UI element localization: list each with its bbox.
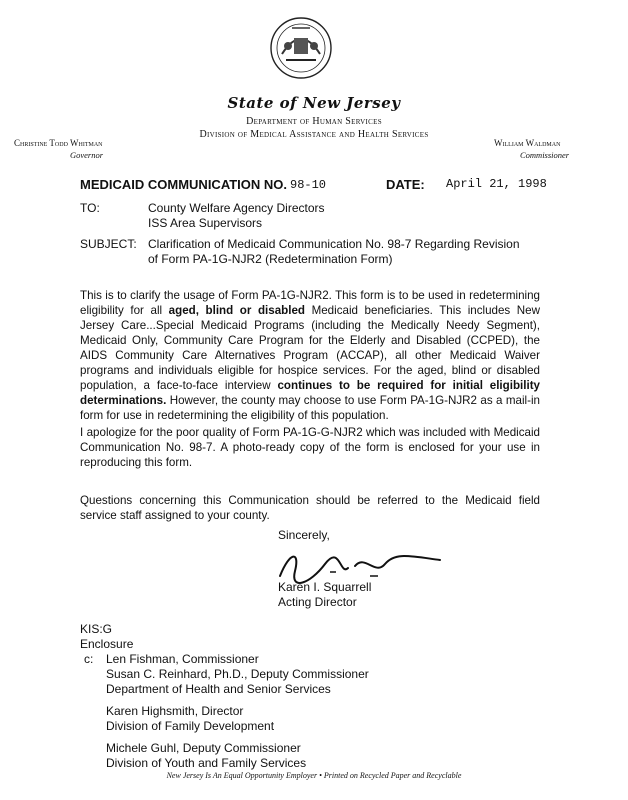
p1-text: However, the county may choose to use Form PA-1G-NJR2 as a mail-in form for use in redetermining the eligibility of this population. — [80, 394, 540, 422]
footer-note: New Jersey Is An Equal Opportunity Employer • Printed on Recycled Paper and Recyclable — [166, 771, 462, 780]
division-name: Division of Medical Assistance and Health Services — [199, 129, 429, 140]
reference-initials: KIS:G — [80, 622, 113, 636]
p1-bold: continues to be required for initial eligibility determinations. — [80, 379, 540, 407]
governor-title: Governor — [70, 150, 104, 160]
cc-line: Karen Highsmith, Director — [106, 704, 244, 718]
cc-line: Len Fishman, Commissioner — [106, 652, 259, 666]
body-paragraph-2: I apologize for the poor quality of Form PA-1G-G-NJR2 which was included with Medicaid Communication No. 98-7. A photo-ready copy of the form is enclosed for your use in reproducing this form. — [80, 426, 540, 469]
commissioner-name: William Waldman — [494, 138, 561, 148]
date-value: April 21, 1998 — [446, 177, 547, 191]
cc-line: Susan C. Reinhard, Ph.D., Deputy Commissioner — [106, 667, 369, 681]
communication-number: 98-10 — [290, 178, 327, 192]
communication-number-label: MEDICAID COMMUNICATION NO. — [80, 177, 288, 192]
department-name: Department of Human Services — [246, 116, 382, 127]
closing-salutation: Sincerely, — [278, 528, 330, 542]
cc-line: Department of Health and Senior Services — [106, 682, 331, 696]
cc-line: Division of Youth and Family Services — [106, 756, 307, 770]
body-paragraph-1 — [80, 288, 540, 423]
date-label: DATE: — [386, 177, 425, 192]
state-seal-logo — [268, 14, 334, 86]
p1-bold: aged, blind or disabled — [168, 304, 305, 317]
subject-text: Clarification of Medicaid Communication No. 98-7 Regarding Revision of Form PA-1G-NJR2 (Redetermination Form) — [148, 237, 520, 266]
to-label: TO: — [80, 201, 100, 215]
commissioner-title: Commissioner — [520, 150, 570, 160]
recipient: ISS Area Supervisors — [148, 216, 263, 230]
recipient-list — [148, 201, 325, 231]
signer-name: Karen I. Squarrell — [278, 580, 372, 594]
subject-label: SUBJECT: — [80, 237, 137, 251]
cc-line: Division of Family Development — [106, 719, 275, 733]
cc-label: c: — [84, 652, 94, 666]
p1-text: This is to clarify the usage of Form PA-1G-NJR2. This form is to be used in redetermining eligibility for all — [80, 289, 540, 317]
recipient: County Welfare Agency Directors — [148, 201, 325, 215]
body-paragraph-3: Questions concerning this Communication should be referred to the Medicaid field service staff assigned to your county. — [80, 494, 540, 522]
state-title: State of New Jersey — [227, 94, 401, 112]
governor-name: Christine Todd Whitman — [14, 138, 103, 148]
cc-line: Michele Guhl, Deputy Commissioner — [106, 741, 301, 755]
p1-text: Medicaid beneficiaries. This includes New Jersey Care...Special Medicaid Programs (including the Medically Needy Segment), Medicaid Only, Community Care Program for the Elderly and Disabled (CCPED), the AIDS Community Care Alternatives Program (ACCAP), all other Medicaid Waiver programs and individuals eligible for hospice services. For the aged, blind or disabled population, a face-to-face interview — [80, 304, 540, 392]
enclosure-note: Enclosure — [80, 637, 134, 651]
signer-title: Acting Director — [278, 595, 357, 609]
